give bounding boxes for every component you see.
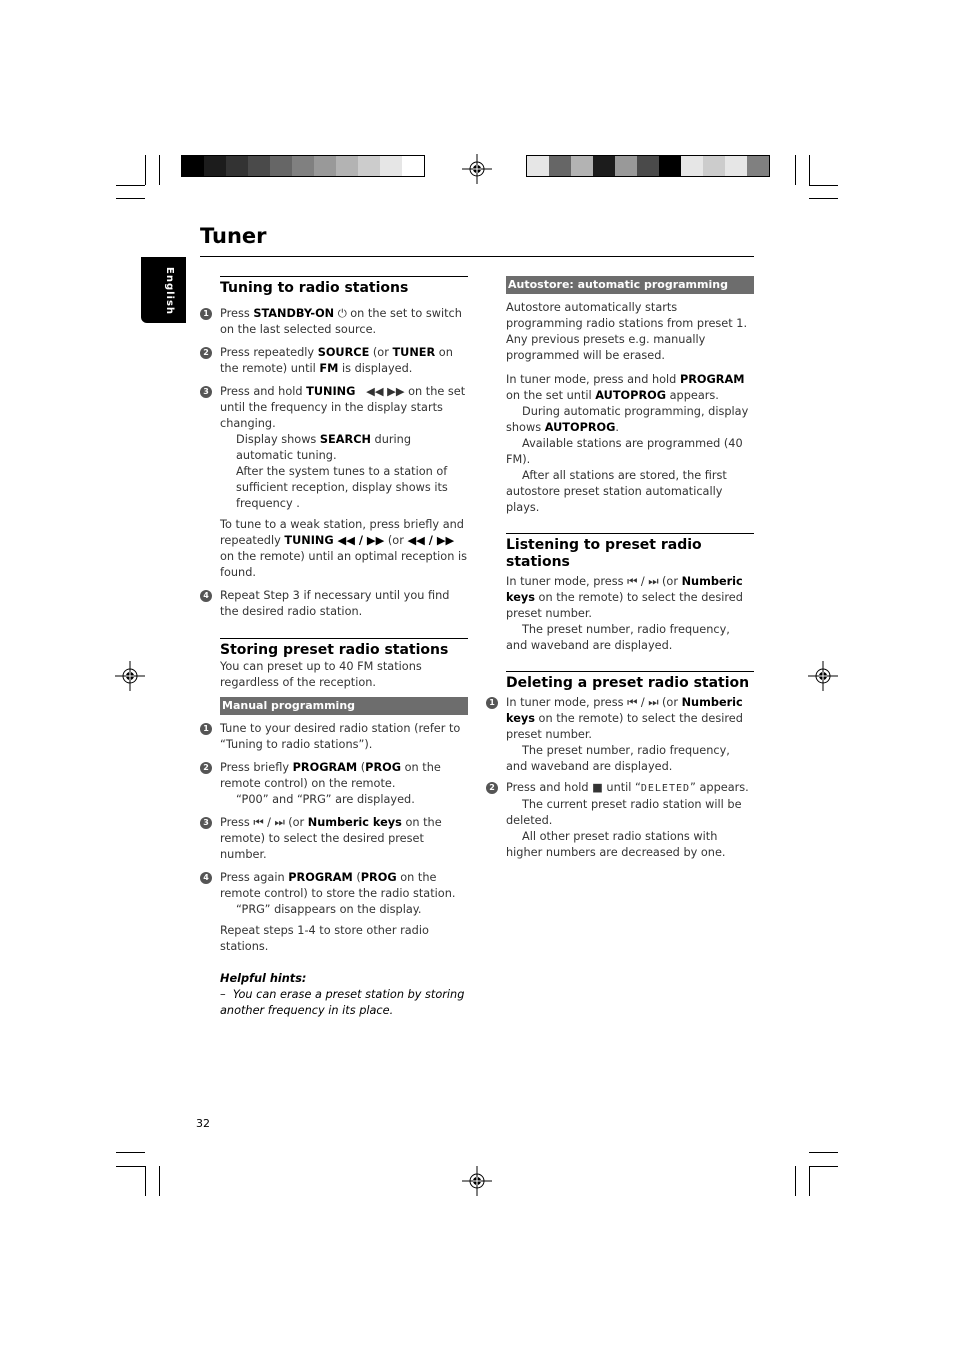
title-divider [200,256,754,257]
language-tab [141,257,186,323]
step-number-icon: 2 [486,782,498,794]
step-note: “P00” and “PRG” are displayed. [236,793,415,806]
color-swatch [703,156,725,176]
step-note: All other preset radio stations with higher numbers are decreased by one. [506,830,726,859]
list-item: 4 Press again PROGRAM (PROG on the remote control) to store the radio station. [220,870,468,902]
color-calibration-bar-left [181,155,425,177]
paragraph: Repeat steps 1-4 to store other radio stations. [220,924,429,953]
crop-mark [159,155,160,185]
list-item: 1 In tuner mode, press ⏮ / ⏭ (or Numberic keys on the remote) to select the desired preset number. [506,695,754,743]
crop-mark [809,1166,838,1167]
color-swatch [248,156,270,176]
color-swatch [527,156,549,176]
step-note: After the system tunes to a station of sufficient reception, display shows its frequency . [236,465,448,510]
color-swatch [226,156,248,176]
list-item: 1 Press STANDBY-ON ⏻ on the set to switch on the last selected source. [220,306,468,338]
step-number-icon: 3 [200,386,212,398]
crop-mark [116,1166,145,1167]
crop-mark [159,1166,160,1196]
subsection-bar-manual: Manual programming [220,697,468,715]
list-item: 3 Press and hold TUNING ◀◀ ▶▶ on the set until the frequency in the display starts changing. [220,384,468,432]
section-heading-storing: Storing preset radio stations [220,638,468,659]
list-item: 2 Press repeatedly SOURCE (or TUNER on the remote) until FM is displayed. [220,345,468,377]
step-note: Display shows SEARCH during automatic tuning. [236,433,411,462]
color-swatch [725,156,747,176]
step-number-icon: 4 [200,872,212,884]
registration-mark-icon [462,1166,492,1196]
crop-mark [809,1166,810,1196]
color-swatch [549,156,571,176]
color-swatch [747,156,769,176]
list-item: 3 Press ⏮ / ⏭ (or Numberic keys on the remote) to select the desired preset number. [220,815,468,863]
section-heading-tuning: Tuning to radio stations [220,276,468,297]
color-swatch [204,156,226,176]
right-column [489,276,754,861]
hint-text: – You can erase a preset station by storing another frequency in its place. [220,988,465,1017]
step-note: The current preset radio station will be deleted. [506,798,742,827]
list-item: 2 Press and hold ■ until “DELETED” appears. [506,780,754,797]
crop-mark [145,155,146,185]
paragraph: In tuner mode, press ⏮ / ⏭ (or Numberic keys on the remote) to select the desired preset number. [506,575,743,620]
crop-mark [809,1152,838,1153]
color-swatch [637,156,659,176]
paragraph: Autostore automatically starts programming radio stations from preset 1. Any previous presets e.g. manually programmed will be erased. [506,301,748,362]
step-number-icon: 2 [200,347,212,359]
step-note: After all stations are stored, the first autostore preset station automatically plays. [506,469,727,514]
color-swatch [402,156,424,176]
subsection-bar-autostore: Autostore: automatic programming [506,276,754,294]
step-number-icon: 1 [200,308,212,320]
color-swatch [270,156,292,176]
crop-mark [809,155,810,185]
step-number-icon: 4 [200,590,212,602]
list-item: 4 Repeat Step 3 if necessary until you find the desired radio station. [220,588,468,620]
crop-mark [795,155,796,185]
color-swatch [182,156,204,176]
paragraph: In tuner mode, press and hold PROGRAM on the set until AUTOPROG appears. [506,373,745,402]
paragraph: To tune to a weak station, press briefly and repeatedly TUNING ◀◀ / ▶▶ (or ◀◀ / ▶▶ on the remote) until an optimal reception is found. [220,518,467,579]
step-note: During automatic programming, display shows AUTOPROG. [506,405,749,434]
color-swatch [659,156,681,176]
page-number: 32 [196,1117,210,1130]
color-swatch [314,156,336,176]
page-title: Tuner [200,224,267,248]
crop-mark [809,185,838,186]
color-swatch [593,156,615,176]
list-item: 2 Press briefly PROGRAM (PROG on the remote control) on the remote. [220,760,468,792]
step-note: “PRG” disappears on the display. [236,903,422,916]
step-number-icon: 2 [200,762,212,774]
registration-mark-icon [808,661,838,691]
registration-mark-icon [462,154,492,184]
color-swatch [615,156,637,176]
crop-mark [116,185,145,186]
crop-mark [809,198,838,199]
crop-mark [145,1166,146,1196]
section-heading-listening: Listening to preset radio stations [506,533,754,571]
crop-mark [795,1166,796,1196]
step-number-icon: 3 [200,817,212,829]
registration-mark-icon [115,661,145,691]
section-heading-deleting: Deleting a preset radio station [506,671,754,692]
list-item: 1 Tune to your desired radio station (refer to “Tuning to radio stations”). [220,721,468,753]
color-swatch [358,156,380,176]
color-calibration-bar-right [526,155,770,177]
step-note: The preset number, radio frequency, and waveband are displayed. [506,623,730,652]
color-swatch [681,156,703,176]
paragraph: You can preset up to 40 FM stations regardless of the reception. [220,660,422,689]
crop-mark [116,198,145,199]
color-swatch [292,156,314,176]
step-number-icon: 1 [486,697,498,709]
left-column [203,276,468,1019]
step-note: The preset number, radio frequency, and waveband are displayed. [506,744,730,773]
color-swatch [571,156,593,176]
crop-mark [116,1152,145,1153]
language-tab-label: English [164,267,175,316]
step-number-icon: 1 [200,723,212,735]
color-swatch [380,156,402,176]
color-swatch [336,156,358,176]
step-note: Available stations are programmed (40 FM). [506,437,743,466]
hints-heading: Helpful hints: [220,972,307,985]
